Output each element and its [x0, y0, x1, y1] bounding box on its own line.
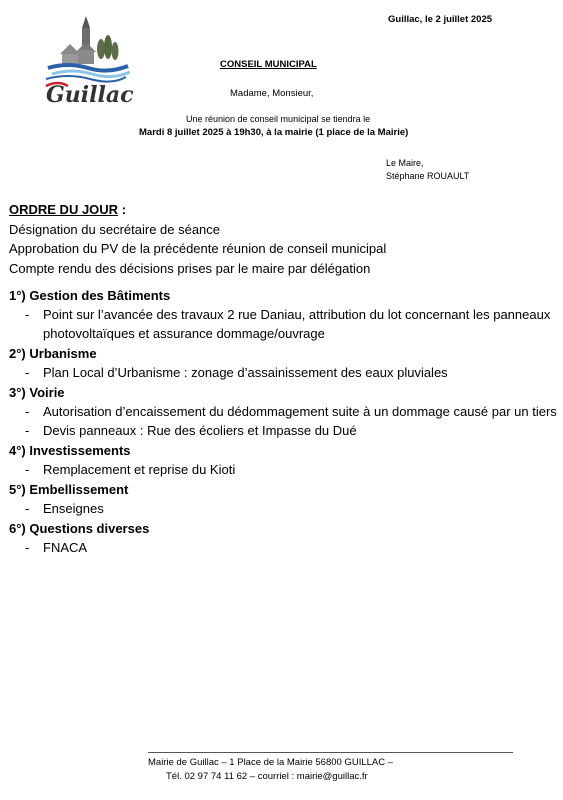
preliminary-item: Compte rendu des décisions prises par le maire par délégation: [9, 260, 371, 276]
list-item-text: FNACA: [43, 540, 88, 555]
dash-bullet: -: [25, 462, 30, 477]
footer-contact: Tél. 02 97 74 11 62 – courriel : mairie@guillac.fr: [166, 771, 368, 782]
agenda-sections: [9, 286, 563, 558]
list-item-text: Autorisation d’encaissement du dédommagement suite à un dommage causé par un tiers: [43, 404, 557, 419]
section-title: 2°) Urbanisme: [9, 346, 97, 361]
section-embellishment: [9, 480, 563, 518]
dash-bullet: -: [25, 501, 30, 516]
dash-bullet: -: [25, 540, 30, 555]
agenda-title: ORDRE DU JOUR: [9, 202, 119, 217]
council-title: CONSEIL MUNICIPAL: [220, 59, 317, 70]
list-item: [9, 402, 563, 421]
list-item-text: Remplacement et reprise du Kioti: [43, 462, 236, 477]
footer-divider: [148, 752, 513, 753]
list-item: [9, 363, 563, 382]
section-buildings: [9, 286, 563, 343]
signature-role: Le Maire,: [386, 158, 424, 168]
salutation: Madame, Monsieur,: [230, 88, 314, 99]
list-item: [9, 499, 563, 518]
dash-bullet: -: [25, 404, 30, 419]
section-title: 6°) Questions diverses: [9, 521, 150, 536]
section-title: 3°) Voirie: [9, 385, 65, 400]
list-item: [9, 305, 563, 343]
list-item-text: Devis panneaux : Rue des écoliers et Impasse du Dué: [43, 423, 357, 438]
signature-name: Stéphane ROUAULT: [386, 171, 470, 181]
section-misc: [9, 519, 563, 557]
preliminary-item: Approbation du PV de la précédente réunion de conseil municipal: [9, 241, 387, 256]
agenda-heading: [9, 200, 386, 220]
section-title: 4°) Investissements: [9, 443, 131, 458]
intro-line-2: Mardi 8 juillet 2025 à 19h30, à la mairie (1 place de la Mairie): [139, 127, 409, 138]
list-item-text: Point sur l’avancée des travaux 2 rue Daniau, attribution du lot concernant les panneaux photovoltaïques et assurance dommage/ouvrage: [43, 307, 551, 341]
intro-line-1: Une réunion de conseil municipal se tiendra le: [186, 114, 371, 124]
section-roads: [9, 383, 563, 440]
list-item: [9, 460, 563, 479]
dash-bullet: -: [25, 307, 30, 322]
footer-address: Mairie de Guillac – 1 Place de la Mairie 56800 GUILLAC –: [148, 757, 394, 768]
section-title: 5°) Embellissement: [9, 482, 129, 497]
agenda-title-suffix: :: [118, 202, 127, 217]
preliminary-item: Désignation du secrétaire de séance: [9, 221, 221, 237]
section-urbanism: [9, 344, 563, 382]
agenda-block: [9, 200, 386, 278]
logo-wordmark: Guillac: [46, 82, 134, 108]
dash-bullet: -: [25, 365, 30, 380]
list-item-text: Plan Local d’Urbanisme : zonage d’assainissement des eaux pluviales: [43, 365, 448, 380]
letter-date: Guillac, le 2 juillet 2025: [388, 14, 493, 25]
dash-bullet: -: [25, 423, 30, 438]
guillac-logo: [38, 14, 134, 114]
section-investments: [9, 441, 563, 479]
list-item: [9, 538, 563, 557]
list-item: [9, 421, 563, 440]
section-title: 1°) Gestion des Bâtiments: [9, 288, 171, 303]
list-item-text: Enseignes: [43, 501, 104, 516]
